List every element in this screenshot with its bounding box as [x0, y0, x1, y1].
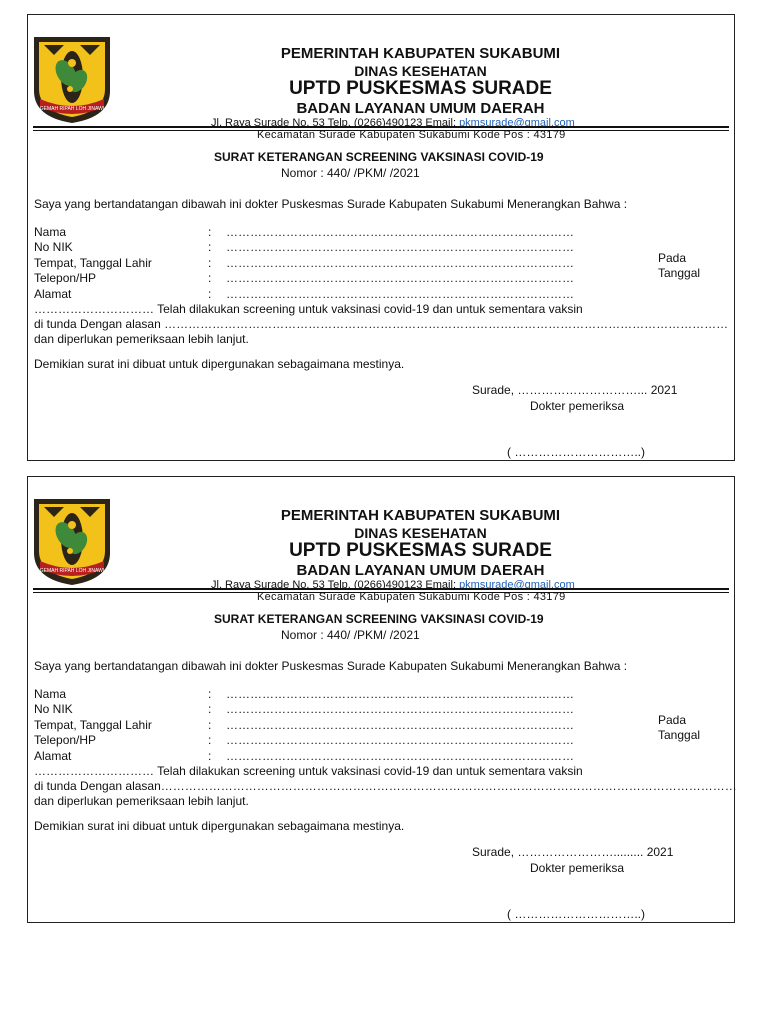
header-department: DINAS KESEHATAN — [354, 525, 487, 541]
signature-blank: ( …………………………..) — [507, 445, 645, 459]
closing-text: Demikian surat ini dibuat untuk dipergunakan sebagaimana mestinya. — [34, 819, 405, 833]
field-colon: : — [208, 225, 212, 239]
pada-label: Pada — [658, 251, 687, 265]
header-divider — [33, 126, 729, 128]
email-link[interactable]: pkmsurade@gmail.com — [459, 579, 575, 589]
field-label-alamat: Alamat — [34, 287, 72, 301]
header-address: Jl. Raya Surade No. 53 Telp. (0266)490123 Email: pkmsurade@gmail.com — [211, 117, 575, 127]
header-puskesmas: UPTD PUSKESMAS SURADE — [289, 540, 552, 561]
field-colon: : — [208, 718, 212, 732]
header-district: Kecamatan Surade Kabupaten Sukabumi Kode Pos : 43179 — [257, 129, 566, 141]
field-blank-telepon[interactable]: …………………………………………………………………………… — [226, 271, 574, 285]
field-colon: : — [208, 749, 212, 763]
doctor-label: Dokter pemeriksa — [530, 399, 625, 413]
field-blank-ttl[interactable]: …………………………………………………………………………… — [226, 718, 574, 732]
field-label-nik: No NIK — [34, 240, 73, 254]
screening-statement: ………………………… Telah dilakukan screening untuk vaksinasi covid-19 dan untuk sementara vaksin — [34, 764, 583, 778]
field-label-telepon: Telepon/HP — [34, 733, 97, 747]
header-blud: BADAN LAYANAN UMUM DAERAH — [296, 562, 545, 579]
letter-title: SURAT KETERANGAN SCREENING VAKSINASI COVID-19 — [214, 612, 544, 626]
header-government: PEMERINTAH KABUPATEN SUKABUMI — [280, 45, 561, 62]
further-exam-text: dan diperlukan pemeriksaan lebih lanjut. — [34, 794, 249, 808]
delay-reason: di tunda Dengan alasan……………………………………………………………………………………………………………………………… — [34, 779, 737, 793]
field-label-ttl: Tempat, Tanggal Lahir — [34, 718, 152, 732]
further-exam-text: dan diperlukan pemeriksaan lebih lanjut. — [34, 332, 249, 346]
letter-number: Nomor : 440/ /PKM/ /2021 — [281, 166, 420, 180]
field-blank-nik[interactable]: …………………………………………………………………………… — [226, 702, 574, 716]
tanggal-label: Tanggal — [658, 728, 701, 742]
field-label-nik: No NIK — [34, 702, 73, 716]
header-department: DINAS KESEHATAN — [354, 63, 487, 79]
intro-text: Saya yang bertandatangan dibawah ini dokter Puskesmas Surade Kabupaten Sukabumi Menerangkan Bahwa : — [34, 197, 628, 211]
field-blank-nik[interactable]: …………………………………………………………………………… — [226, 240, 574, 254]
place-date: Surade, …………………………... 2021 — [472, 383, 678, 397]
field-label-telepon: Telepon/HP — [34, 271, 97, 285]
field-label-ttl: Tempat, Tanggal Lahir — [34, 256, 152, 270]
doctor-label: Dokter pemeriksa — [530, 861, 625, 875]
field-colon: : — [208, 702, 212, 716]
tanggal-label: Tanggal — [658, 266, 701, 280]
header-address: Jl. Raya Surade No. 53 Telp. (0266)490123 Email: pkmsurade@gmail.com — [211, 579, 575, 589]
pada-label: Pada — [658, 713, 687, 727]
screening-form-1 — [27, 14, 735, 461]
field-blank-nama[interactable]: …………………………………………………………………………… — [226, 225, 574, 239]
letter-title: SURAT KETERANGAN SCREENING VAKSINASI COVID-19 — [214, 150, 544, 164]
field-label-nama: Nama — [34, 225, 67, 239]
field-colon: : — [208, 271, 212, 285]
screening-form-2 — [27, 476, 735, 923]
field-blank-alamat[interactable]: …………………………………………………………………………… — [226, 287, 574, 301]
field-colon: : — [208, 733, 212, 747]
header-blud: BADAN LAYANAN UMUM DAERAH — [296, 100, 545, 117]
field-label-nama: Nama — [34, 687, 67, 701]
field-blank-nama[interactable]: …………………………………………………………………………… — [226, 687, 574, 701]
screening-statement: ………………………… Telah dilakukan screening untuk vaksinasi covid-19 dan untuk sementara vaksin — [34, 302, 583, 316]
field-colon: : — [208, 687, 212, 701]
place-date: Surade, ……………………......... 2021 — [472, 845, 674, 859]
crest-motto: GEMAH RIPAH LOH JINAWI — [39, 568, 105, 574]
header-puskesmas: UPTD PUSKESMAS SURADE — [289, 78, 552, 99]
field-blank-ttl[interactable]: …………………………………………………………………………… — [226, 256, 574, 270]
header-government: PEMERINTAH KABUPATEN SUKABUMI — [280, 507, 561, 524]
crest-motto: GEMAH RIPAH LOH JINAWI — [39, 106, 105, 112]
field-colon: : — [208, 287, 212, 301]
intro-text: Saya yang bertandatangan dibawah ini dokter Puskesmas Surade Kabupaten Sukabumi Menerangkan Bahwa : — [34, 659, 628, 673]
header-divider — [33, 588, 729, 590]
field-label-alamat: Alamat — [34, 749, 72, 763]
email-link[interactable]: pkmsurade@gmail.com — [459, 117, 575, 127]
field-colon: : — [208, 240, 212, 254]
field-colon: : — [208, 256, 212, 270]
signature-blank: ( …………………………..) — [507, 907, 645, 921]
header-district: Kecamatan Surade Kabupaten Sukabumi Kode Pos : 43179 — [257, 591, 566, 603]
closing-text: Demikian surat ini dibuat untuk dipergunakan sebagaimana mestinya. — [34, 357, 405, 371]
field-blank-alamat[interactable]: …………………………………………………………………………… — [226, 749, 574, 763]
letter-number: Nomor : 440/ /PKM/ /2021 — [281, 628, 420, 642]
delay-reason: di tunda Dengan alasan …………………………………………………………………………………………………………………………… — [34, 317, 729, 331]
field-blank-telepon[interactable]: …………………………………………………………………………… — [226, 733, 574, 747]
